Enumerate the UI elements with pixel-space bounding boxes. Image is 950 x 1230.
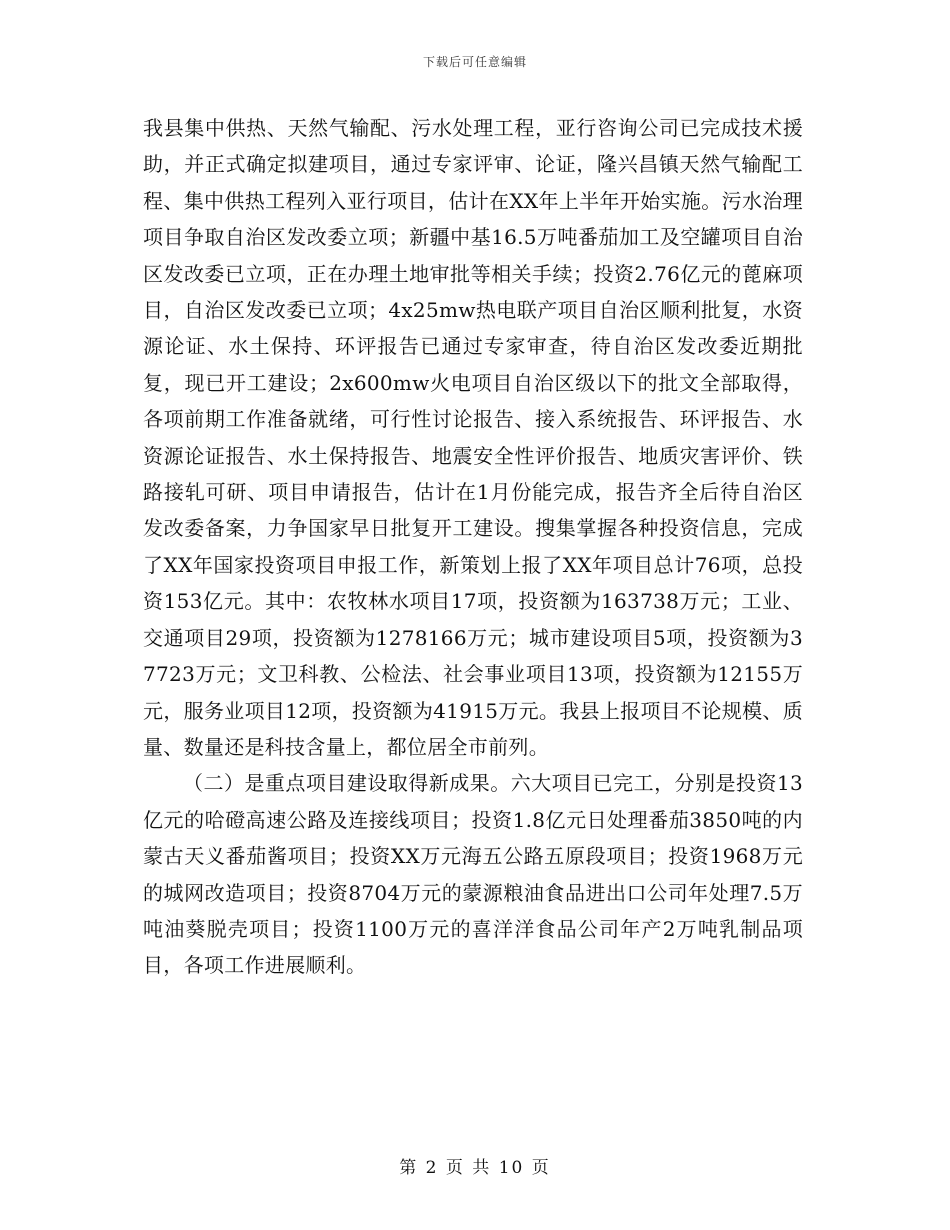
document-body	[143, 110, 803, 984]
page-header-note: 下载后可任意编辑	[422, 55, 527, 69]
paragraph-1: 我县集中供热、天然气输配、污水处理工程，亚行咨询公司已完成技术援助，并正式确定拟建项目，通过专家评审、论证，隆兴昌镇天然气输配工程、集中供热工程列入亚行项目，估计在XX年上半年开始实施。污水治理项目争取自治区发改委立项；新疆中基16.5万吨番茄加工及空罐项目自治区发改委已立项，正在办理土地审批等相关手续；投资2.76亿元的蓖麻项目，自治区发改委已立项；4x25mw热电联产项目自治区顺利批复，水资源论证、水土保持、环评报告已通过专家审查，待自治区发改委近期批复，现已开工建设；2x600mw火电项目自治区级以下的批文全部取得，各项前期工作准备就绪，可行性讨论报告、接入系统报告、环评报告、水资源论证报告、水土保持报告、地震安全性评价报告、地质灾害评价、铁路接轧可研、项目申请报告，估计在1月份能完成，报告齐全后待自治区发改委备案，力争国家早日批复开工建设。搜集掌握各种投资信息，完成了XX年国家投资项目申报工作，新策划上报了XX年项目总计76项，总投资153亿元。其中：农牧林水项目17项，投资额为163738万元；工业、交通项目29项，投资额为1278166万元；城市建设项目5项，投资额为37723万元；文卫科教、公检法、社会事业项目13项，投资额为12155万元，服务业项目12项，投资额为41915万元。我县上报项目不论规模、质量、数量还是科技含量上，都位居全市前列。	[143, 116, 803, 759]
paragraph-2: （二）是重点项目建设取得新成果。六大项目已完工，分别是投资13亿元的哈磴高速公路及连接线项目；投资1.8亿元日处理番茄3850吨的内蒙古天义番茄酱项目；投资XX万元海五公路五原段项目；投资1968万元的城网改造项目；投资8704万元的蒙源粮油食品进出口公司年处理7.5万吨油葵脱壳项目；投资1100万元的喜洋洋食品公司年产2万吨乳制品项目，各项工作进展顺利。	[143, 771, 803, 978]
page-number: 第 2 页 共 10 页	[399, 1158, 551, 1178]
